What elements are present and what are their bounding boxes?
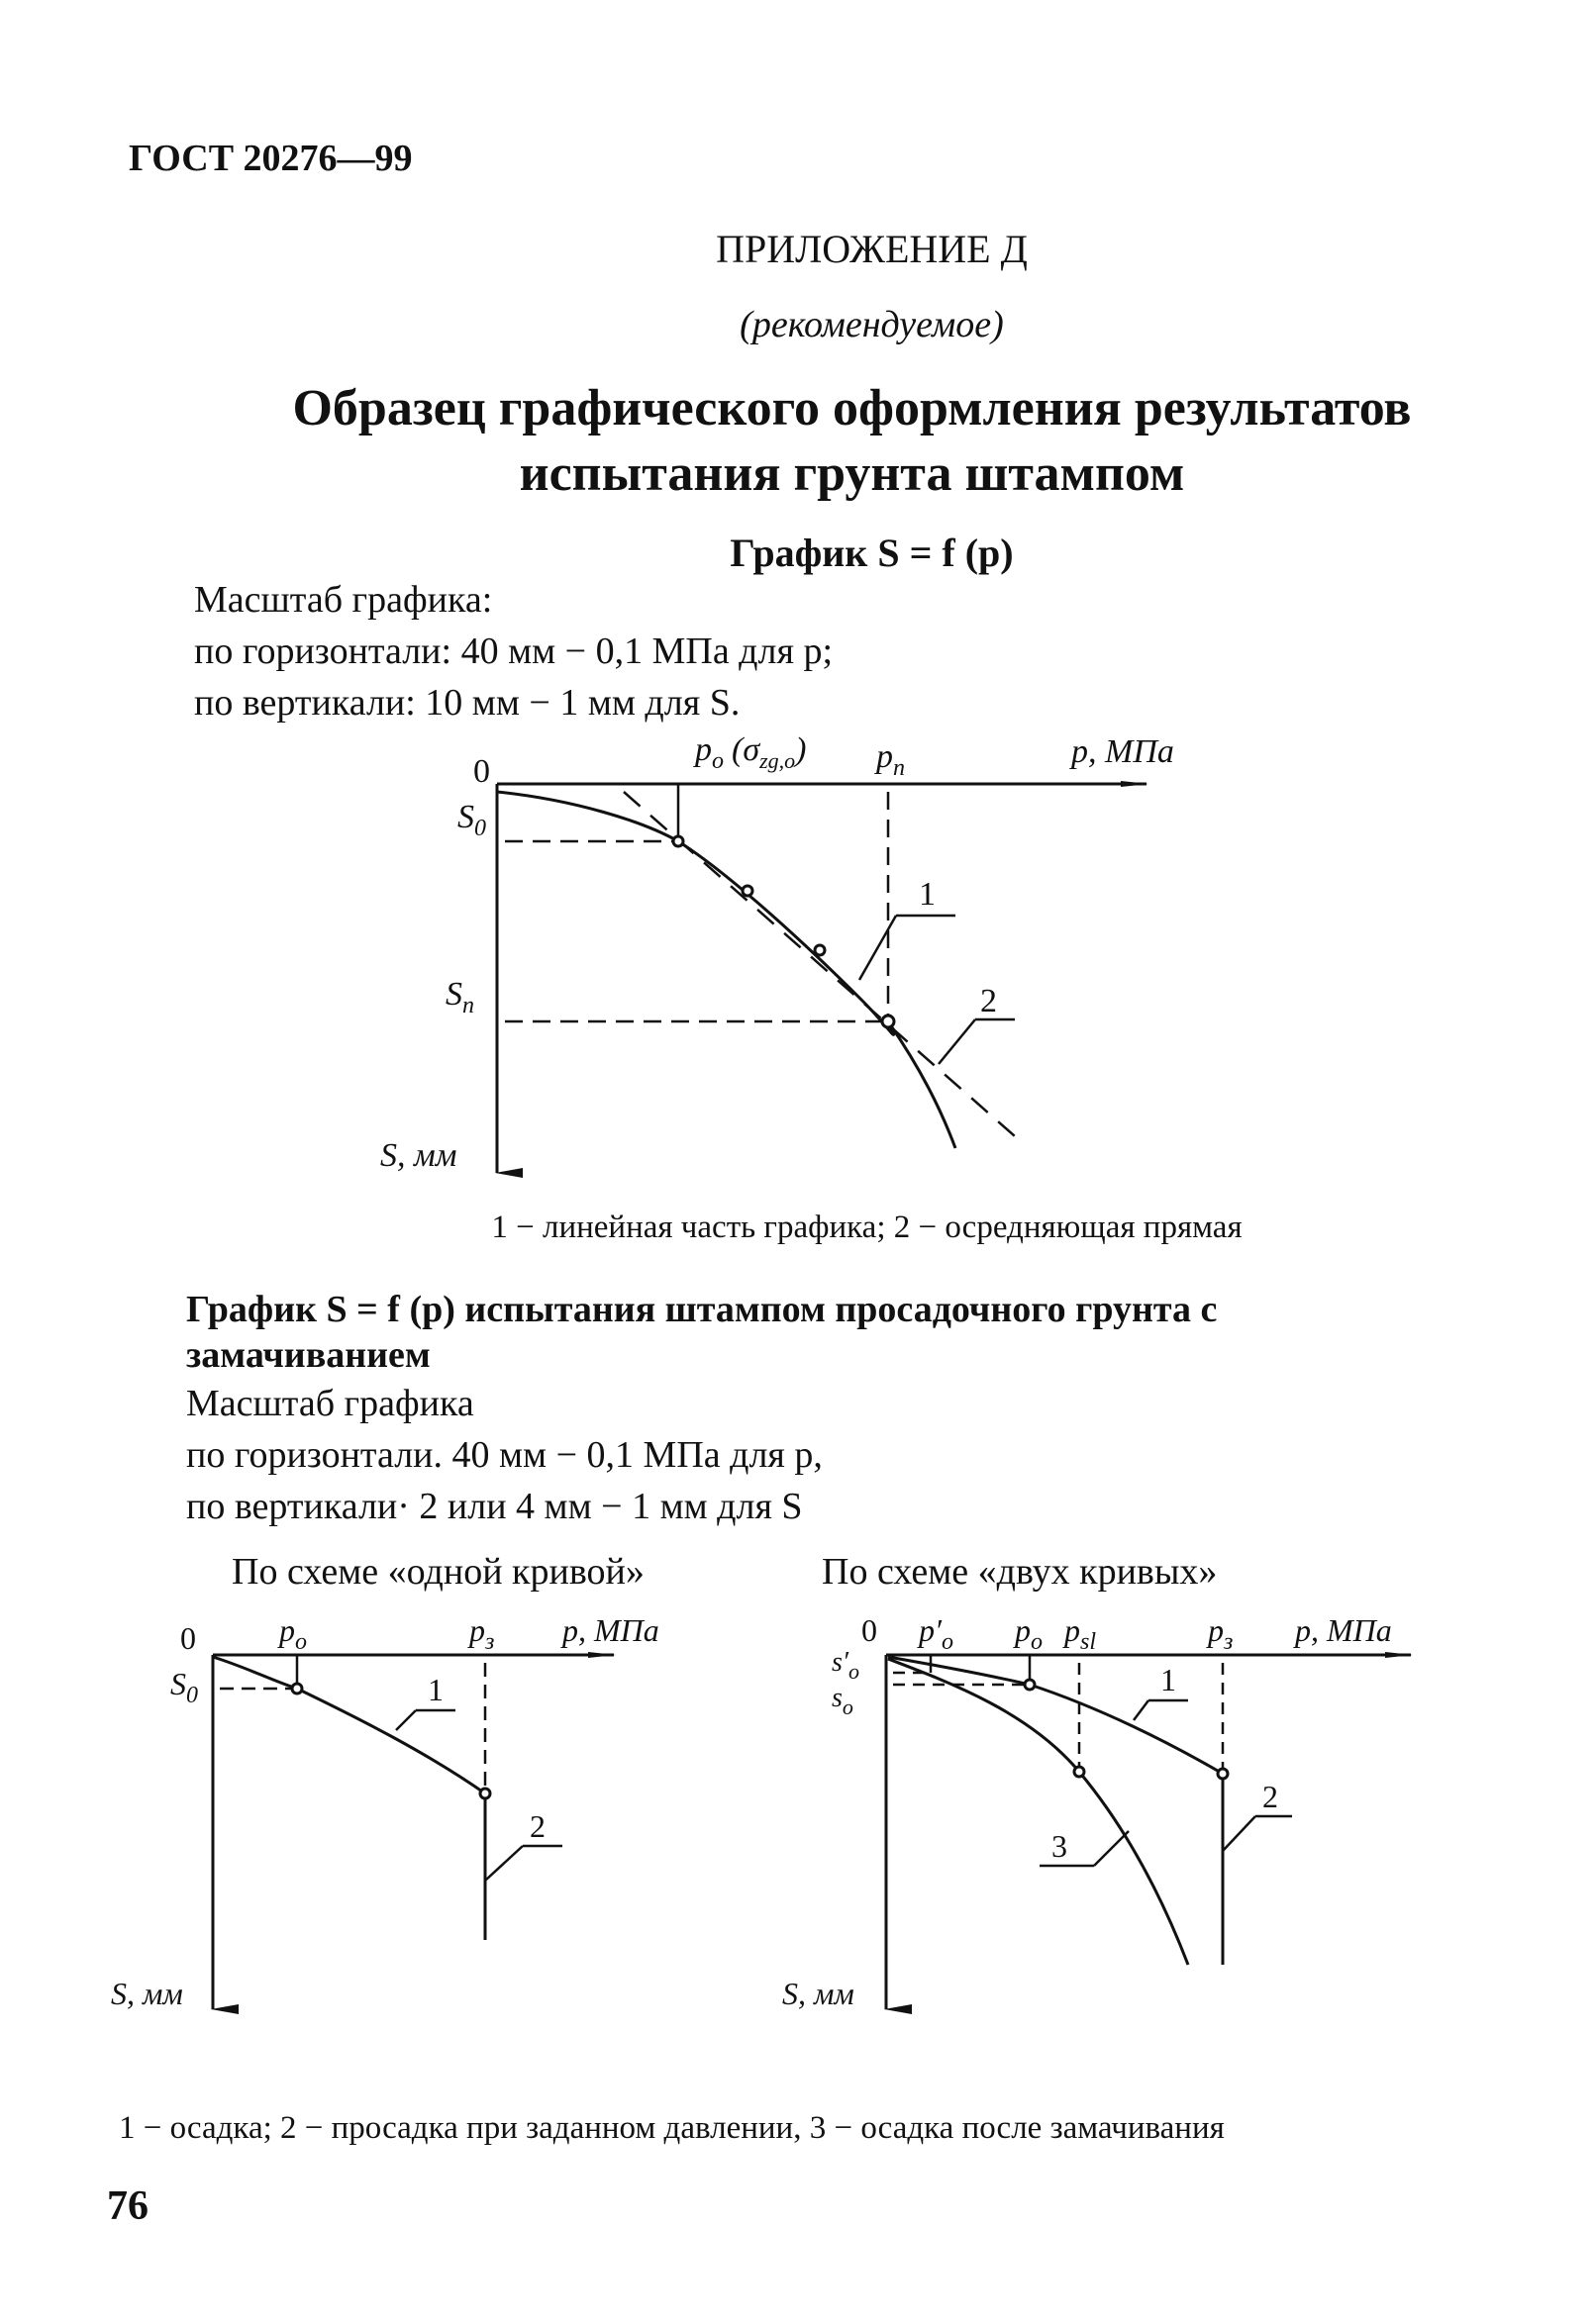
graph1-heading: График S = f (p)	[730, 531, 1014, 575]
graph1-s0-label: $S_0$	[457, 799, 486, 841]
graph2-right-point-psl	[1074, 1767, 1084, 1777]
page-title-line-2: испытания грунта штампом	[519, 445, 1185, 502]
graph2-right-leader-3	[1094, 1831, 1129, 1866]
graph1-leader-2	[939, 1019, 975, 1064]
page-number: 76	[107, 2183, 149, 2229]
graph2-right-p0-label: $p_o$	[1015, 1612, 1043, 1655]
graph1-caption: 1 − линейная часть графика; 2 − осредняющая прямая	[491, 1210, 1243, 1245]
graph2-heading	[186, 1287, 1374, 1378]
graph2-heading-line-2: замачиванием	[186, 1334, 431, 1376]
graph2-right-curve3-label: 3	[1051, 1828, 1067, 1864]
graph1-point-mid1	[743, 886, 752, 896]
graph2-right-psl-label: $p_{sl}$	[1064, 1612, 1097, 1655]
graph2-left-leader-2	[485, 1846, 523, 1881]
graph2-scale-vertical: по вертикали· 2 или 4 мм − 1 мм для S	[186, 1486, 803, 1527]
graph2-right-s0prime-label: $s'_o$	[832, 1647, 860, 1684]
graph2-right-leader-1	[1134, 1700, 1148, 1720]
graph1-point-s0	[673, 836, 683, 846]
graph2-left-leader-1	[396, 1710, 416, 1730]
graph2-scale-horizontal: по горизонтали. 40 мм − 0,1 МПа для p,	[186, 1434, 823, 1476]
standard-number: ГОСТ 20276—99	[129, 138, 413, 179]
graph2-schema-one-title: По схеме «одной кривой»	[232, 1551, 645, 1593]
graph1-origin-label: 0	[473, 753, 490, 790]
graph2-right-s-axis-label: S, мм	[782, 1976, 854, 2011]
graph1-s-axis-label: S, мм	[380, 1137, 457, 1174]
graph2-left-origin-label: 0	[180, 1620, 196, 1656]
graph1-labels	[380, 731, 1174, 1174]
graph2-right-labels	[782, 1612, 1392, 2011]
graph2-right-soaked-curve	[888, 1659, 1188, 1965]
graph1-curve2-label: 2	[980, 983, 997, 1019]
graph2-right-s0-label: $s_o$	[832, 1683, 853, 1719]
graph2-right-leader-2	[1223, 1816, 1255, 1851]
graph2-left-point-p0	[292, 1684, 302, 1694]
graph2-right-curve2-label: 2	[1262, 1779, 1278, 1814]
graph2-right	[886, 1655, 1411, 2009]
graph2-heading-line-1: График S = f (p) испытания штампом просадочного грунта с	[186, 1289, 1218, 1330]
graph2-right-p3-label: $p_з$	[1208, 1612, 1234, 1655]
graph2-left-settlement-curve	[213, 1657, 485, 1793]
graph2-right-origin-label: 0	[861, 1612, 877, 1648]
graph2-right-point-p3	[1218, 1769, 1228, 1779]
graph2-left-labels	[111, 1612, 659, 2011]
graph2-left-s0-label: $S_0$	[170, 1666, 198, 1708]
graph1-p0-label: $p_o$ $(\sigma_{zg,o})$	[695, 731, 807, 774]
graph2-right-curve1-label: 1	[1160, 1662, 1176, 1697]
appendix-status: (рекомендуемое)	[740, 304, 1004, 345]
graph2-left-curve2-label: 2	[530, 1808, 546, 1844]
graph1-scale-title: Масштаб графика:	[194, 579, 493, 621]
graph1-leader-1	[859, 916, 896, 980]
graph2-right-p0prime-label: $p'_o$	[919, 1612, 953, 1655]
graph1-pn-label: $p_п$	[876, 738, 905, 781]
graph2-left-p0-label: $p_o$	[279, 1612, 307, 1655]
graph1-p-axis-label: p, МПа	[1071, 733, 1174, 770]
graph2-left-point-p3	[480, 1789, 490, 1798]
appendix-heading: ПРИЛОЖЕНИЕ Д	[716, 227, 1028, 271]
page-title-line-1: Образец графического оформления результатов	[292, 380, 1412, 436]
graph1-curve1-label: 1	[919, 876, 936, 913]
graph2-scale-title: Масштаб графика	[186, 1383, 474, 1424]
graph1	[497, 784, 1146, 1173]
graph2-left-p3-label: $p_з$	[469, 1612, 495, 1655]
graph1-point-mid2	[815, 945, 825, 955]
graph2-caption: 1 − осадка; 2 − просадка при заданном давлении, 3 − осадка после замачивания	[119, 2110, 1225, 2146]
graph2-left-s-axis-label: S, мм	[111, 1976, 183, 2011]
graph2-schema-two-title: По схеме «двух кривых»	[822, 1551, 1218, 1593]
graph1-settlement-curve	[497, 792, 955, 1148]
graph2-left-curve1-label: 1	[428, 1672, 444, 1707]
graph1-sn-label: $S_n$	[446, 976, 474, 1018]
graph2-scale-block	[186, 1378, 823, 1532]
graph1-point-sn	[882, 1016, 894, 1027]
graph2-left-p-axis-label: p, МПа	[562, 1612, 659, 1648]
graph2-right-point-p0	[1025, 1680, 1035, 1690]
graph2-right-p-axis-label: p, МПа	[1295, 1612, 1392, 1648]
graph1-scale-horizontal: по горизонтали: 40 мм − 0,1 МПа для p;	[194, 630, 834, 672]
graph1-scale-vertical: по вертикали: 10 мм − 1 мм для S.	[194, 682, 741, 724]
graph2-left	[213, 1655, 614, 2009]
